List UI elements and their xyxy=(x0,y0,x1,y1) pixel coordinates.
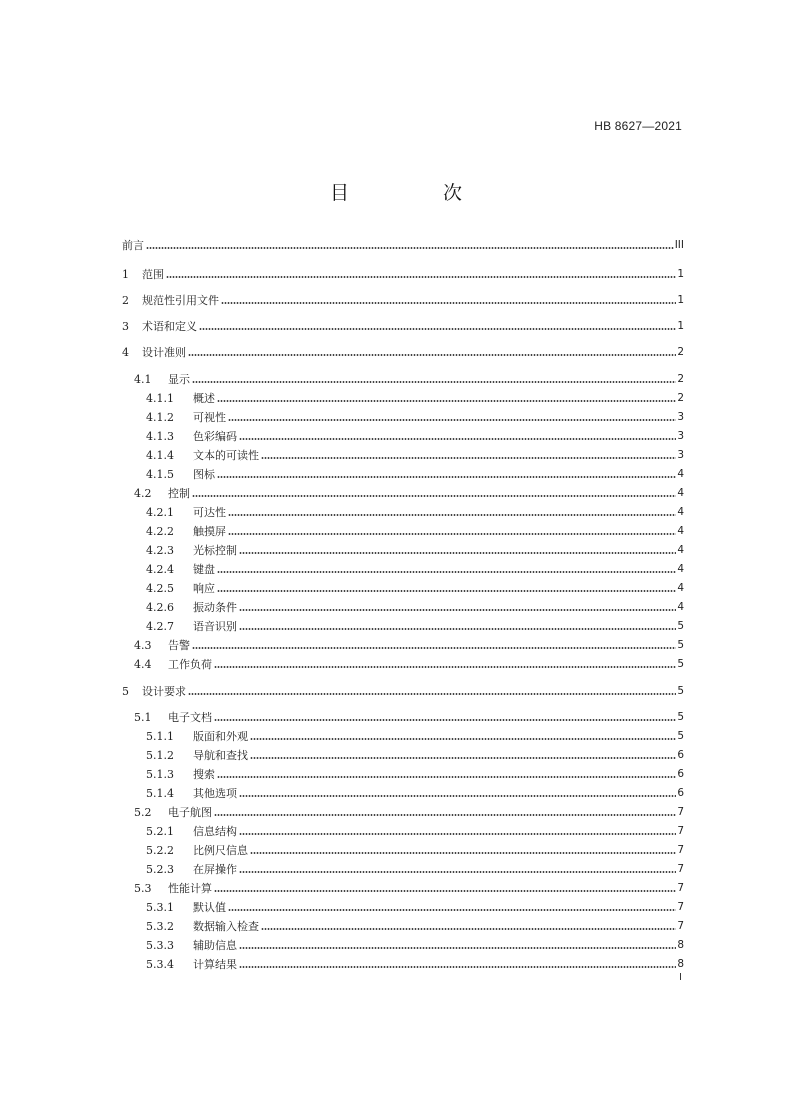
toc-entry-page: 1 xyxy=(677,320,684,332)
toc-entry-number: 4.2.3 xyxy=(146,544,174,557)
dot-leader xyxy=(188,693,676,695)
toc-entry-page: 4 xyxy=(677,525,684,537)
toc-entry-page: 7 xyxy=(677,920,684,932)
toc-entry-title: 设计要求 xyxy=(142,685,186,698)
toc-entry[interactable] xyxy=(122,730,684,743)
dot-leader xyxy=(188,354,676,356)
toc-entry-number: 4.1.2 xyxy=(146,411,174,424)
toc-entry-title: 设计准则 xyxy=(142,346,186,359)
toc-entry-title: 信息结构 xyxy=(193,825,237,838)
toc-entry-number: 4.2.5 xyxy=(146,582,174,595)
toc-entry-title: 电子文档 xyxy=(168,711,212,724)
toc-entry-title: 控制 xyxy=(168,487,190,500)
toc-title: 目 次 xyxy=(329,182,507,204)
toc-entry-page: 8 xyxy=(677,958,684,970)
toc-entry-page: 4 xyxy=(677,601,684,613)
page-folio: I xyxy=(679,972,682,983)
toc-entry[interactable] xyxy=(122,525,684,538)
toc-entry-number: 3 xyxy=(122,320,129,333)
toc-entry[interactable] xyxy=(122,882,684,895)
toc-entry-title: 数据输入检查 xyxy=(193,920,259,933)
toc-entry-page: 7 xyxy=(677,863,684,875)
toc-entry-number: 4.2.2 xyxy=(146,525,174,538)
dot-leader xyxy=(239,966,676,968)
document-code: HB 8627—2021 xyxy=(594,119,682,133)
dot-leader xyxy=(228,419,676,421)
toc-entry-page: III xyxy=(674,239,684,251)
toc-entry-number: 5.1.3 xyxy=(146,768,174,781)
toc-entry[interactable] xyxy=(122,468,684,481)
toc-entry-number: 5.2.3 xyxy=(146,863,174,876)
toc-entry-number: 5.3.3 xyxy=(146,939,174,952)
toc-entry-title: 概述 xyxy=(193,392,215,405)
toc-entry[interactable] xyxy=(122,487,684,500)
toc-entry-page: 7 xyxy=(677,806,684,818)
toc-entry-page: 6 xyxy=(677,787,684,799)
toc-entry-number: 4.3 xyxy=(134,639,152,652)
toc-entry-page: 7 xyxy=(677,882,684,894)
toc-entry-page: 5 xyxy=(677,620,684,632)
dot-leader xyxy=(250,738,676,740)
toc-entry-number: 5.1.1 xyxy=(146,730,174,743)
dot-leader xyxy=(192,381,676,383)
dot-leader xyxy=(192,495,676,497)
toc-entry-page: 3 xyxy=(677,411,684,423)
dot-leader xyxy=(239,871,676,873)
toc-entry-title: 电子航图 xyxy=(168,806,212,819)
toc-entry-page: 5 xyxy=(677,711,684,723)
toc-entry-title: 在屏操作 xyxy=(193,863,237,876)
toc-entry-title: 其他选项 xyxy=(193,787,237,800)
dot-leader xyxy=(228,514,676,516)
dot-leader xyxy=(146,247,674,249)
dot-leader xyxy=(217,476,676,478)
toc-entry-title: 前言 xyxy=(122,239,144,252)
toc-entry-page: 5 xyxy=(677,639,684,651)
toc-entry-title: 术语和定义 xyxy=(142,320,197,333)
toc-entry[interactable] xyxy=(122,685,684,698)
toc-entry-number: 5.1.4 xyxy=(146,787,174,800)
toc-entry-number: 5.3 xyxy=(134,882,152,895)
dot-leader xyxy=(214,666,676,668)
toc-entry-number: 1 xyxy=(122,268,129,281)
toc-entry-number: 5.3.4 xyxy=(146,958,174,971)
toc-entry-title: 工作负荷 xyxy=(168,658,212,671)
toc-entry[interactable] xyxy=(122,582,684,595)
dot-leader xyxy=(261,928,676,930)
dot-leader xyxy=(217,571,676,573)
dot-leader xyxy=(221,302,676,304)
toc-entry-title: 版面和外观 xyxy=(193,730,248,743)
toc-entry-page: 6 xyxy=(677,768,684,780)
toc-entry[interactable] xyxy=(122,449,684,462)
toc-entry-page: 8 xyxy=(677,939,684,951)
dot-leader xyxy=(261,457,676,459)
toc-entry-page: 7 xyxy=(677,901,684,913)
toc-entry-title: 语音识别 xyxy=(193,620,237,633)
dot-leader xyxy=(214,890,676,892)
toc-entry-number: 5.1 xyxy=(134,711,152,724)
dot-leader xyxy=(239,438,676,440)
toc-entry-number: 4.1 xyxy=(134,373,152,386)
dot-leader xyxy=(250,852,676,854)
toc-entry-page: 5 xyxy=(677,685,684,697)
toc-entry[interactable] xyxy=(122,749,684,762)
toc-entry-number: 4.2 xyxy=(134,487,152,500)
dot-leader xyxy=(217,400,676,402)
toc-entry[interactable] xyxy=(122,601,684,614)
dot-leader xyxy=(239,947,676,949)
dot-leader xyxy=(214,814,676,816)
toc-entry-page: 7 xyxy=(677,844,684,856)
toc-entry-title: 振动条件 xyxy=(193,601,237,614)
toc-entry-page: 3 xyxy=(677,449,684,461)
toc-entry-number: 4.4 xyxy=(134,658,152,671)
toc-entry[interactable] xyxy=(122,411,684,424)
toc-entry-page: 1 xyxy=(677,268,684,280)
toc-entry-number: 4.2.7 xyxy=(146,620,174,633)
toc-entry-title: 响应 xyxy=(193,582,215,595)
toc-entry-page: 2 xyxy=(677,346,684,358)
toc-entry[interactable] xyxy=(122,268,684,281)
toc-entry[interactable] xyxy=(122,901,684,914)
dot-leader xyxy=(228,909,676,911)
toc-entry-page: 4 xyxy=(677,506,684,518)
toc-entry-number: 4.2.1 xyxy=(146,506,174,519)
dot-leader xyxy=(217,590,676,592)
toc-entry-page: 4 xyxy=(677,487,684,499)
toc-entry-page: 2 xyxy=(677,392,684,404)
toc-entry-number: 5.2.1 xyxy=(146,825,174,838)
dot-leader xyxy=(214,719,676,721)
toc-entry-page: 3 xyxy=(677,430,684,442)
toc-entry-title: 规范性引用文件 xyxy=(142,294,219,307)
toc-entry-page: 4 xyxy=(677,582,684,594)
toc-entry[interactable] xyxy=(122,658,684,671)
toc-entry[interactable] xyxy=(122,711,684,724)
dot-leader xyxy=(199,328,676,330)
toc-entry-page: 4 xyxy=(677,563,684,575)
dot-leader xyxy=(250,757,676,759)
toc-entry-number: 2 xyxy=(122,294,129,307)
toc-entry-title: 搜索 xyxy=(193,768,215,781)
toc-entry[interactable] xyxy=(122,239,684,252)
toc-entry[interactable] xyxy=(122,958,684,971)
toc-entry-title: 色彩编码 xyxy=(193,430,237,443)
toc-entry[interactable] xyxy=(122,844,684,857)
toc-entry-number: 4.1.5 xyxy=(146,468,174,481)
toc-entry-title: 范围 xyxy=(142,268,164,281)
toc-entry-number: 5.2.2 xyxy=(146,844,174,857)
toc-entry[interactable] xyxy=(122,787,684,800)
toc-entry-page: 1 xyxy=(677,294,684,306)
toc-entry[interactable] xyxy=(122,373,684,386)
dot-leader xyxy=(217,776,676,778)
toc-entry-number: 5.1.2 xyxy=(146,749,174,762)
toc-entry-title: 告警 xyxy=(168,639,190,652)
toc-entry[interactable] xyxy=(122,563,684,576)
toc-entry-number: 5.3.2 xyxy=(146,920,174,933)
toc-entry-page: 4 xyxy=(677,544,684,556)
toc-entry-title: 触摸屏 xyxy=(193,525,226,538)
toc-entry-page: 7 xyxy=(677,825,684,837)
toc-entry-title: 可视性 xyxy=(193,411,226,424)
toc-entry[interactable] xyxy=(122,863,684,876)
toc-entry-page: 5 xyxy=(677,730,684,742)
dot-leader xyxy=(239,628,676,630)
toc-entry-page: 4 xyxy=(677,468,684,480)
toc-entry[interactable] xyxy=(122,920,684,933)
dot-leader xyxy=(228,533,676,535)
toc-entry-number: 4 xyxy=(122,346,129,359)
toc-entry[interactable] xyxy=(122,430,684,443)
toc-entry-title: 比例尺信息 xyxy=(193,844,248,857)
toc-entry-title: 键盘 xyxy=(193,563,215,576)
toc-entry[interactable] xyxy=(122,544,684,557)
toc-entry-number: 5.2 xyxy=(134,806,152,819)
toc-entry-number: 4.1.1 xyxy=(146,392,174,405)
toc-entry-title: 性能计算 xyxy=(168,882,212,895)
toc-entry-number: 4.2.4 xyxy=(146,563,174,576)
toc-entry-number: 4.2.6 xyxy=(146,601,174,614)
toc-entry[interactable] xyxy=(122,346,684,359)
toc-entry-number: 4.1.3 xyxy=(146,430,174,443)
toc-entry[interactable] xyxy=(122,825,684,838)
toc-entry-number: 4.1.4 xyxy=(146,449,174,462)
dot-leader xyxy=(239,609,676,611)
toc-entry[interactable] xyxy=(122,392,684,405)
toc-entry[interactable] xyxy=(122,506,684,519)
toc-entry-title: 辅助信息 xyxy=(193,939,237,952)
toc-entry-title: 计算结果 xyxy=(193,958,237,971)
toc-entry[interactable] xyxy=(122,939,684,952)
toc-entry-title: 导航和查找 xyxy=(193,749,248,762)
toc-entry-title: 文本的可读性 xyxy=(193,449,259,462)
dot-leader xyxy=(239,552,676,554)
dot-leader xyxy=(239,833,676,835)
toc-entry-title: 图标 xyxy=(193,468,215,481)
toc-entry-title: 可达性 xyxy=(193,506,226,519)
toc-entry-number: 5 xyxy=(122,685,129,698)
toc-entry-title: 光标控制 xyxy=(193,544,237,557)
toc-entry-page: 2 xyxy=(677,373,684,385)
dot-leader xyxy=(192,647,676,649)
toc-entry[interactable] xyxy=(122,320,684,333)
toc-entry-title: 显示 xyxy=(168,373,190,386)
toc-entry-number: 5.3.1 xyxy=(146,901,174,914)
toc-entry[interactable] xyxy=(122,768,684,781)
toc-entry-title: 默认值 xyxy=(193,901,226,914)
dot-leader xyxy=(166,276,676,278)
dot-leader xyxy=(239,795,676,797)
toc-entry[interactable] xyxy=(122,620,684,633)
toc-entry[interactable] xyxy=(122,294,684,307)
toc-entry-page: 5 xyxy=(677,658,684,670)
toc-entry[interactable] xyxy=(122,806,684,819)
toc-entry-page: 6 xyxy=(677,749,684,761)
toc-entry[interactable] xyxy=(122,639,684,652)
